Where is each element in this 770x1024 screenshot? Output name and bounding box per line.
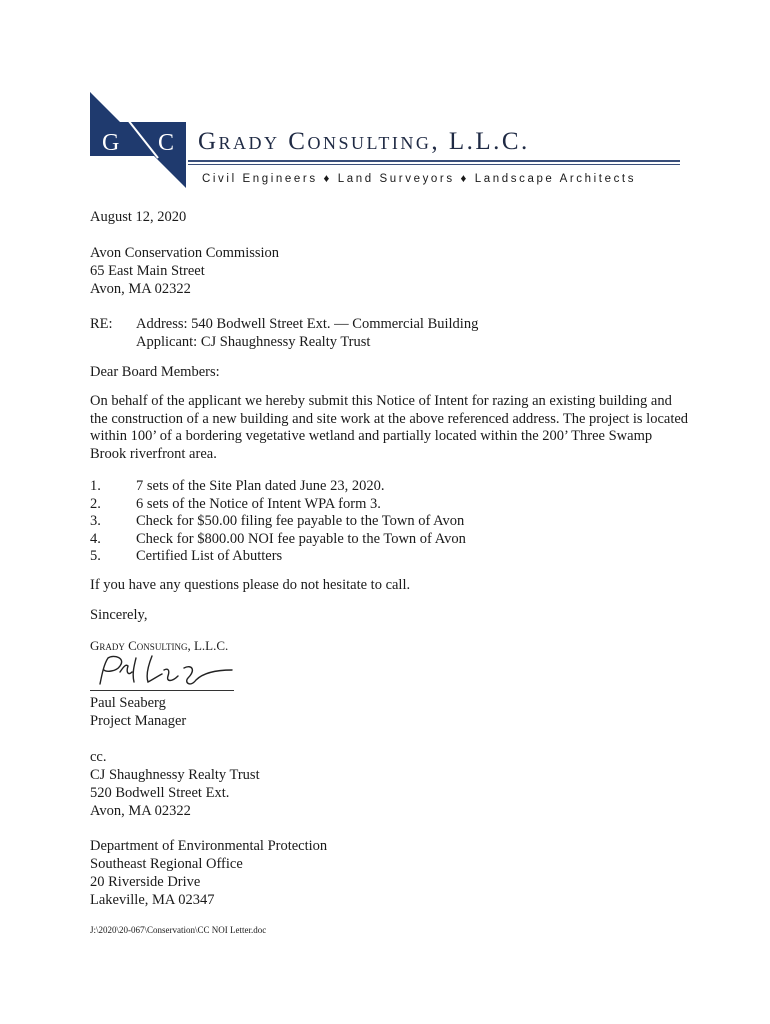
- list-text: 6 sets of the Notice of Intent WPA form 3.: [136, 495, 381, 512]
- signature-line: [90, 690, 234, 691]
- logo-letter-g: G: [102, 130, 120, 156]
- re-label: RE:: [90, 316, 113, 332]
- firm-tagline: Civil Engineers ♦ Land Surveyors ♦ Landscape Architects: [202, 173, 637, 185]
- list-item: [90, 531, 466, 549]
- re-address: Address: 540 Bodwell Street Ext. — Commercial Building: [136, 316, 479, 332]
- company-logo: [88, 92, 192, 192]
- closing-note: If you have any questions please do not hesitate to call.: [90, 577, 411, 593]
- list-number: 1.: [90, 478, 101, 494]
- list-number: 2.: [90, 495, 101, 512]
- re-applicant: Applicant: CJ Shaughnessy Realty Trust: [136, 334, 371, 350]
- cc-recipient1-name: CJ Shaughnessy Realty Trust: [90, 767, 260, 783]
- cc-label: cc.: [90, 749, 107, 765]
- recipient-street: 65 East Main Street: [90, 263, 205, 279]
- closing: Sincerely,: [90, 607, 148, 623]
- salutation: Dear Board Members:: [90, 364, 220, 380]
- list-item: [90, 496, 466, 514]
- signer-title: Project Manager: [90, 713, 187, 729]
- list-text: Check for $800.00 NOI fee payable to the Town of Avon: [136, 530, 466, 547]
- firm-name: Grady Consulting, L.L.C.: [198, 128, 530, 155]
- cc-recipient2-name: Department of Environmental Protection: [90, 838, 328, 854]
- company-signature: Grady Consulting, L.L.C.: [90, 638, 229, 653]
- signer-name: Paul Seaberg: [90, 695, 166, 711]
- list-text: Check for $50.00 filing fee payable to the Town of Avon: [136, 513, 465, 530]
- list-number: 4.: [90, 530, 101, 547]
- list-text: Certified List of Abutters: [136, 548, 283, 565]
- recipient-city: Avon, MA 02322: [90, 281, 191, 297]
- recipient-name: Avon Conservation Commission: [90, 245, 280, 261]
- letter-date: August 12, 2020: [90, 209, 187, 225]
- file-path: J:\2020\20-067\Conservation\CC NOI Letter.doc: [90, 925, 267, 935]
- list-number: 3.: [90, 513, 101, 530]
- cc-recipient2-city: Lakeville, MA 02347: [90, 892, 215, 908]
- cc-recipient1-city: Avon, MA 02322: [90, 803, 191, 819]
- list-item: [90, 513, 466, 531]
- logo-letter-c: C: [158, 130, 175, 156]
- cc-recipient2-office: Southeast Regional Office: [90, 856, 243, 872]
- letterhead-rule-thin: [188, 164, 680, 165]
- cc-recipient2-street: 20 Riverside Drive: [90, 874, 201, 890]
- list-item: [90, 548, 466, 566]
- cc-recipient1-street: 520 Bodwell Street Ext.: [90, 785, 230, 801]
- list-number: 5.: [90, 548, 101, 565]
- list-item: [90, 478, 466, 496]
- letterhead-rule: [188, 160, 680, 162]
- handwritten-signature: [92, 652, 242, 692]
- body-paragraph: On behalf of the applicant we hereby submit this Notice of Intent for razing an existing building and the construction of a new building and site work at the above referenced address. The project is located within 100’ of a bordering vegetative wetland and partially located within the 200’ Three Swamp Brook riverfront area.: [90, 393, 689, 462]
- list-text: 7 sets of the Site Plan dated June 23, 2020.: [136, 478, 385, 494]
- enclosure-list: [90, 478, 466, 566]
